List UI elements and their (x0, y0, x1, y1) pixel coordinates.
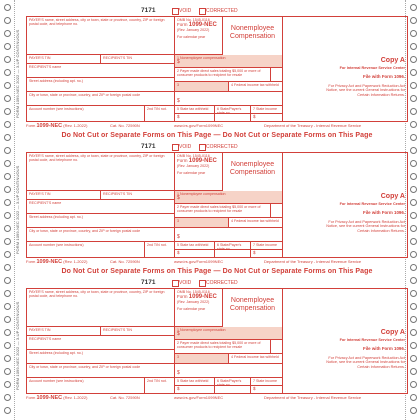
box6-amount[interactable] (215, 250, 251, 257)
void-label: VOID (179, 144, 192, 150)
form-footer (26, 259, 408, 266)
form-grid (26, 288, 408, 394)
tractor-hole (410, 134, 417, 141)
box4-dollar: $ (177, 370, 180, 376)
tractor-hole (410, 173, 417, 180)
copy-a-title: Copy A (380, 57, 405, 64)
omb-number: OMB No. 1545-0116 (177, 154, 210, 158)
payer-tin-label: PAYER'S TIN (29, 328, 51, 332)
tractor-hole (4, 368, 11, 375)
footer-website: www.irs.gov/Form1099NEC (174, 395, 224, 400)
city-label: City or town, state or province, country, and ZIP or foreign postal code (29, 93, 141, 97)
tractor-hole (4, 394, 11, 401)
tractor-hole (410, 186, 417, 193)
calendar-year-label: For calendar year (177, 34, 206, 39)
box1-field[interactable] (175, 55, 283, 68)
box2-label: 2 Payer made direct sales totaling $5,000 or more of consumer products to recipient for resale (177, 69, 261, 78)
box4-field[interactable] (229, 354, 283, 364)
tractor-hole (4, 82, 11, 89)
box7-dollar: $ (253, 250, 256, 255)
tractor-hole (4, 264, 11, 271)
box1-label: 1 Nonemployee compensation (177, 328, 226, 332)
street-address-label: Street address (including apt. no.) (29, 215, 83, 219)
tractor-hole (4, 199, 11, 206)
box6-label: 6 State/Payer's state no. (217, 243, 242, 250)
form-top-line (26, 142, 408, 152)
payer-name-label: PAYER'S name, street address, city or town, state or province, country, ZIP or foreign postal code, and telephone no. (29, 290, 165, 299)
copy-a-title: Copy A (380, 329, 405, 336)
box2-checkbox[interactable] (271, 204, 283, 218)
box5-label: 5 State tax withheld (177, 243, 209, 247)
tractor-hole (410, 225, 417, 232)
box5-dollar: $ (177, 250, 180, 255)
corrected-label: CORRECTED (206, 280, 238, 286)
box4-amount-field[interactable] (175, 92, 283, 106)
street-address-label: Street address (including apt. no.) (29, 79, 83, 83)
footer-form-name: Form 1099-NEC (Rev. 1-2022) (26, 259, 88, 265)
side-vertical-text: FORM 1099-NEC 2022 — 3-UP CONTINUOUS (15, 29, 20, 118)
side-vertical-text: FORM 1099-NEC 2022 — 3-UP CONTINUOUS (15, 301, 20, 390)
tractor-hole (4, 121, 11, 128)
tractor-hole (410, 160, 417, 167)
file-with-1096: File with Form 1096. (363, 74, 405, 79)
account-number-field[interactable] (27, 242, 145, 257)
tractor-hole (410, 277, 417, 284)
box7-amount[interactable] (251, 114, 283, 121)
box2-label: 2 Payer made direct sales totaling $5,000 or more of consumer products to recipient for resale (177, 341, 261, 350)
tractor-hole (4, 186, 11, 193)
revision-date: (Rev. January 2022) (177, 28, 210, 33)
corrected-label: CORRECTED (206, 144, 238, 150)
tractor-hole (410, 69, 417, 76)
payer-tin-field[interactable] (27, 55, 101, 64)
account-number-label: Account number (see instructions) (29, 107, 84, 111)
account-number-label: Account number (see instructions) (29, 379, 84, 383)
calendar-year-label: For calendar year (177, 306, 206, 311)
box1-label: 1 Nonemployee compensation (177, 192, 226, 196)
box5-amount[interactable] (175, 114, 215, 121)
box7-field[interactable] (251, 242, 283, 250)
box5-field[interactable] (175, 378, 215, 386)
form-title: Nonemployee Compensation (229, 161, 276, 176)
box3-field[interactable] (175, 218, 229, 228)
form-footer (26, 123, 408, 130)
tractor-hole (410, 4, 417, 11)
tractor-hole (410, 43, 417, 50)
right-tractor-strip (406, 0, 420, 420)
do-not-cut-notice: Do Not Cut or Separate Forms on This Page — Do Not Cut or Separate Forms on This Page (61, 132, 373, 139)
tractor-hole (4, 30, 11, 37)
form-code: 7171 (141, 7, 156, 14)
city-field[interactable] (27, 364, 175, 378)
recipient-tin-field[interactable] (101, 327, 175, 336)
account-number-field[interactable] (27, 378, 145, 393)
tractor-hole (4, 212, 11, 219)
tractor-hole (410, 17, 417, 24)
tractor-hole (4, 147, 11, 154)
box5-amount[interactable] (175, 250, 215, 257)
footer-department: Department of the Treasury - Internal Revenue Service (264, 259, 362, 264)
box7-amount[interactable] (251, 250, 283, 257)
omb-number: OMB No. 1545-0116 (177, 18, 210, 22)
tractor-hole (410, 342, 417, 349)
box1-dollar: $ (177, 59, 180, 66)
box4-amount-field[interactable] (175, 364, 283, 378)
corrected-checkbox[interactable] (199, 280, 206, 287)
tractor-hole (4, 303, 11, 310)
tractor-hole (4, 316, 11, 323)
copy-a-for: For Internal Revenue Service Center (339, 338, 405, 342)
box7-dollar: $ (253, 386, 256, 391)
recipient-tin-field[interactable] (101, 191, 175, 200)
box1-field[interactable] (175, 191, 283, 204)
tractor-hole (4, 277, 11, 284)
box1-dollar: $ (177, 195, 180, 202)
tractor-hole (4, 238, 11, 245)
void-checkbox[interactable] (172, 144, 179, 151)
box1-field[interactable] (175, 327, 283, 340)
footer-cat-no: Cat. No. 72590N (110, 123, 140, 128)
box5-dollar: $ (177, 114, 180, 119)
footer-form-name: Form 1099-NEC (Rev. 1-2022) (26, 395, 88, 401)
tractor-hole (410, 82, 417, 89)
box2-label: 2 Payer made direct sales totaling $5,000 or more of consumer products to recipient for resale (177, 205, 261, 214)
title-cell (223, 153, 283, 191)
privacy-notice: For Privacy Act and Paperwork Reduction Act Notice, see the current General Instructions for Certain Information Returns. (326, 84, 405, 97)
recipient-tin-label: RECIPIENT'S TIN (103, 56, 132, 60)
box2-field[interactable] (175, 340, 271, 354)
box5-field[interactable] (175, 242, 215, 250)
box5-label: 5 State tax withheld (177, 379, 209, 383)
footer-website: www.irs.gov/Form1099NEC (174, 259, 224, 264)
box7-label: 7 State income (253, 243, 277, 247)
file-with-1096: File with Form 1096. (363, 346, 405, 351)
box7-amount[interactable] (251, 386, 283, 393)
box1-dollar: $ (177, 331, 180, 338)
file-with-1096: File with Form 1096. (363, 210, 405, 215)
corrected-checkbox[interactable] (199, 8, 206, 15)
second-tin-field[interactable] (145, 106, 175, 121)
box4-dollar: $ (177, 234, 180, 240)
tractor-hole (410, 30, 417, 37)
second-tin-label: 2nd TIN not. (147, 379, 167, 383)
tractor-hole (410, 316, 417, 323)
tractor-hole (4, 407, 11, 414)
box3-label: 3 (177, 83, 179, 87)
form-code: 7171 (141, 279, 156, 286)
box3-field[interactable] (175, 82, 229, 92)
box2-checkbox[interactable] (271, 340, 283, 354)
box7-field[interactable] (251, 106, 283, 114)
void-checkbox[interactable] (172, 280, 179, 287)
form-top-line (26, 278, 408, 288)
tractor-hole (4, 4, 11, 11)
tractor-hole (4, 342, 11, 349)
tractor-hole (4, 17, 11, 24)
box5-label: 5 State tax withheld (177, 107, 209, 111)
tractor-hole (410, 355, 417, 362)
recipient-name-label: RECIPIENT'S name (29, 65, 62, 69)
box6-label: 6 State/Payer's state no. (217, 379, 242, 386)
form-id-cell (175, 289, 223, 327)
box2-field[interactable] (175, 68, 271, 82)
footer-cat-no: Cat. No. 72590N (110, 259, 140, 264)
recipient-name-field[interactable] (27, 336, 175, 350)
tractor-hole (4, 69, 11, 76)
second-tin-field[interactable] (145, 242, 175, 257)
copy-a-for: For Internal Revenue Service Center (339, 66, 405, 70)
tractor-hole (410, 251, 417, 258)
footer-form-name: Form 1099-NEC (Rev. 1-2022) (26, 123, 88, 129)
box3-label: 3 (177, 355, 179, 359)
tractor-hole (4, 95, 11, 102)
payer-name-field[interactable] (27, 289, 175, 327)
payer-name-label: PAYER'S name, street address, city or town, state or province, country, ZIP or foreign postal code, and telephone no. (29, 18, 165, 27)
box4-field[interactable] (229, 82, 283, 92)
privacy-notice: For Privacy Act and Paperwork Reduction Act Notice, see the current General Instructions for Certain Information Returns. (326, 220, 405, 233)
box5-field[interactable] (175, 106, 215, 114)
footer-department: Department of the Treasury - Internal Revenue Service (264, 123, 362, 128)
box5-amount[interactable] (175, 386, 215, 393)
form-name: Form 1099-NEC (177, 158, 217, 165)
recipient-tin-label: RECIPIENT'S TIN (103, 192, 132, 196)
box5-dollar: $ (177, 386, 180, 391)
do-not-cut-notice: Do Not Cut or Separate Forms on This Page — Do Not Cut or Separate Forms on This Page (61, 268, 373, 275)
tractor-hole (4, 251, 11, 258)
tractor-hole (4, 173, 11, 180)
void-checkbox[interactable] (172, 8, 179, 15)
tractor-hole (410, 199, 417, 206)
tractor-hole (410, 381, 417, 388)
box4-label: 4 Federal income tax withheld (231, 219, 279, 223)
account-number-label: Account number (see instructions) (29, 243, 84, 247)
box2-field[interactable] (175, 204, 271, 218)
box7-dollar: $ (253, 114, 256, 119)
tractor-hole (410, 368, 417, 375)
street-address-field[interactable] (27, 350, 175, 364)
calendar-year-label: For calendar year (177, 170, 206, 175)
form-grid (26, 152, 408, 258)
copy-a-title: Copy A (380, 193, 405, 200)
void-label: VOID (179, 280, 192, 286)
tractor-hole (4, 134, 11, 141)
tractor-hole (410, 303, 417, 310)
box1-label: 1 Nonemployee compensation (177, 56, 226, 60)
city-label: City or town, state or province, country, and ZIP or foreign postal code (29, 229, 141, 233)
box6-field[interactable] (215, 106, 251, 114)
tractor-hole (410, 290, 417, 297)
tractor-hole (410, 238, 417, 245)
side-vertical-text: FORM 1099-NEC 2022 — 3-UP CONTINUOUS (15, 165, 20, 254)
street-address-field[interactable] (27, 78, 175, 92)
box4-label: 4 Federal income tax withheld (231, 83, 279, 87)
city-field[interactable] (27, 92, 175, 106)
recipient-name-label: RECIPIENT'S name (29, 201, 62, 205)
box4-label: 4 Federal income tax withheld (231, 355, 279, 359)
tractor-hole (410, 264, 417, 271)
payer-tin-field[interactable] (27, 327, 101, 336)
tractor-hole (410, 147, 417, 154)
tractor-hole (4, 56, 11, 63)
form-id-cell (175, 153, 223, 191)
second-tin-label: 2nd TIN not. (147, 107, 167, 111)
box3-field[interactable] (175, 354, 229, 364)
footer-website: www.irs.gov/Form1099NEC (174, 123, 224, 128)
tractor-hole (4, 43, 11, 50)
payer-tin-field[interactable] (27, 191, 101, 200)
tractor-hole (410, 329, 417, 336)
privacy-notice: For Privacy Act and Paperwork Reduction Act Notice, see the current General Instructions for Certain Information Returns. (326, 356, 405, 369)
void-label: VOID (179, 8, 192, 14)
tractor-hole (4, 108, 11, 115)
tractor-hole (410, 407, 417, 414)
payer-name-label: PAYER'S name, street address, city or town, state or province, country, ZIP or foreign postal code, and telephone no. (29, 154, 165, 163)
box4-dollar: $ (177, 98, 180, 104)
omb-number: OMB No. 1545-0116 (177, 290, 210, 294)
tractor-hole (410, 121, 417, 128)
city-field[interactable] (27, 228, 175, 242)
account-number-field[interactable] (27, 106, 145, 121)
title-cell (223, 289, 283, 327)
payer-tin-label: PAYER'S TIN (29, 192, 51, 196)
tractor-hole (4, 329, 11, 336)
copy-a-for: For Internal Revenue Service Center (339, 202, 405, 206)
form-name: Form 1099-NEC (177, 22, 217, 29)
footer-department: Department of the Treasury - Internal Revenue Service (264, 395, 362, 400)
city-label: City or town, state or province, country, and ZIP or foreign postal code (29, 365, 141, 369)
box4-amount-field[interactable] (175, 228, 283, 242)
tractor-hole (4, 355, 11, 362)
payer-name-field[interactable] (27, 17, 175, 55)
tractor-hole (4, 290, 11, 297)
box7-label: 7 State income (253, 379, 277, 383)
form-title: Nonemployee Compensation (229, 25, 276, 40)
footer-cat-no: Cat. No. 72590N (110, 395, 140, 400)
tractor-hole (4, 160, 11, 167)
form-title: Nonemployee Compensation (229, 297, 276, 312)
left-tractor-strip (0, 0, 14, 420)
box6-amount[interactable] (215, 114, 251, 121)
box6-amount[interactable] (215, 386, 251, 393)
box6-field[interactable] (215, 242, 251, 250)
payer-tin-label: PAYER'S TIN (29, 56, 51, 60)
recipient-tin-field[interactable] (101, 55, 175, 64)
recipient-name-field[interactable] (27, 200, 175, 214)
tractor-hole (410, 394, 417, 401)
revision-date: (Rev. January 2022) (177, 300, 210, 305)
corrected-label: CORRECTED (206, 8, 238, 14)
street-address-label: Street address (including apt. no.) (29, 351, 83, 355)
corrected-checkbox[interactable] (199, 144, 206, 151)
recipient-name-field[interactable] (27, 64, 175, 78)
box4-field[interactable] (229, 218, 283, 228)
recipient-tin-label: RECIPIENT'S TIN (103, 328, 132, 332)
second-tin-field[interactable] (145, 378, 175, 393)
revision-date: (Rev. January 2022) (177, 164, 210, 169)
second-tin-label: 2nd TIN not. (147, 243, 167, 247)
payer-name-field[interactable] (27, 153, 175, 191)
box6-label: 6 State/Payer's state no. (217, 107, 242, 114)
form-name: Form 1099-NEC (177, 294, 217, 301)
tractor-hole (410, 95, 417, 102)
tractor-hole (4, 381, 11, 388)
street-address-field[interactable] (27, 214, 175, 228)
box3-label: 3 (177, 219, 179, 223)
box2-checkbox[interactable] (271, 68, 283, 82)
box6-field[interactable] (215, 378, 251, 386)
form-code: 7171 (141, 143, 156, 150)
form-grid (26, 16, 408, 122)
form-id-cell (175, 17, 223, 55)
box7-field[interactable] (251, 378, 283, 386)
form-top-line (26, 6, 408, 16)
tractor-hole (410, 108, 417, 115)
form-footer (26, 395, 408, 402)
title-cell (223, 17, 283, 55)
tractor-hole (410, 212, 417, 219)
tractor-hole (4, 225, 11, 232)
recipient-name-label: RECIPIENT'S name (29, 337, 62, 341)
tractor-hole (410, 56, 417, 63)
box7-label: 7 State income (253, 107, 277, 111)
